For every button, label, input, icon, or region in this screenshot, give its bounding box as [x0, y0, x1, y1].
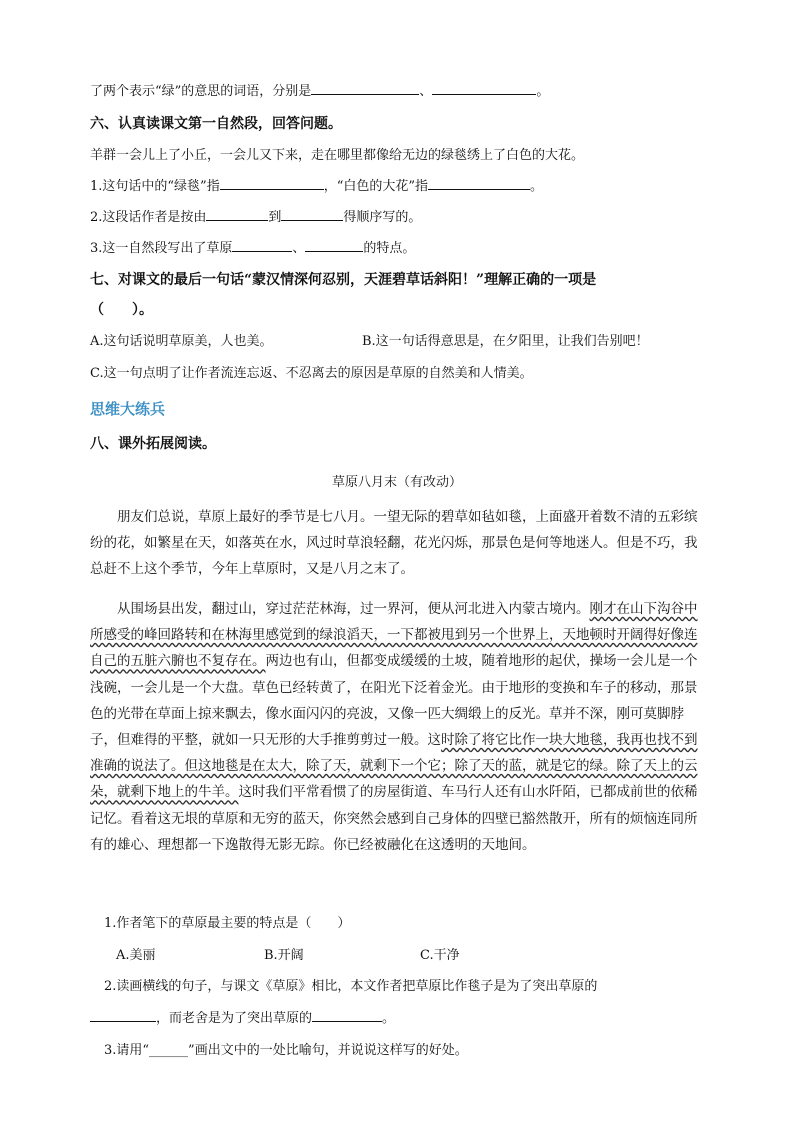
article-title: 草原八月末（有改动） [331, 475, 462, 490]
q6-heading: 六、认真读课文第一自然段，回答问题。 [90, 116, 342, 132]
q6-sub1-text2: ，“白色的大花”指 [323, 179, 428, 194]
q8-sub1-option-c: C.干净 [420, 948, 460, 963]
q5-prefix: 了两个表示“绿”的意思的词语，分别是 [90, 84, 312, 99]
q6-quote: 羊群一会儿上了小丘，一会儿又下来，走在哪里都像给无边的绿毯绣上了白色的大花。 [90, 148, 585, 163]
q7-answer-paren[interactable]: （ ）。 [90, 302, 153, 318]
q5-end: 。 [536, 84, 550, 99]
q7-option-a: A.这句话说明草原美，人也美。 [90, 334, 273, 349]
q7-option-c: C.这一句点明了让作者流连忘返、不忍离去的原因是草原的自然美和人情美。 [90, 366, 533, 381]
p2-text-b: 两边也有山，但都变成缓缓的土坡，随着地形的起伏，操场一会儿是一个浅碗，一会儿是一个大盘。草色已经转黄了，在阳光下泛着金光。由于地形的变换和车子的移动，那景色的光带在草面上掠来飘去，像水面闪闪的亮波，又像一匹大绸缎上的反光。草并不深，刚可莫脚脖子，但难得的平整，就如一只无形的大手推剪剪过一般。这 [90, 653, 698, 749]
section-title: 思维大练兵 [90, 400, 166, 418]
q6-sub1 [90, 177, 543, 197]
q8-sub1-option-a: A.美丽 [116, 948, 156, 963]
q6-sub3-text3: 的特点。 [363, 241, 416, 256]
q6-sub2 [90, 208, 421, 228]
article-paragraph-1: 朋友们总说，草原上最好的季节是七八月。一望无际的碧草如毡如毯，上面盛开着数不清的五彩缤纷的花，如繁星在天，如落英在水，风过时草浪轻翻，花光闪烁，那景色是何等地迷人。但是不巧，我总赶不上这个季节，今年上草原时，又是八月之末了。 [90, 509, 698, 578]
q6-sub3 [90, 239, 415, 259]
p2-text-a: 从围场县出发，翻过山，穿过茫茫林海，过一界河，便从河北进入内蒙古境内。 [117, 601, 590, 617]
q8-sub2-line1: 2.读画横线的句子，与课文《草原》相比，本文作者把草原比作毯子是为了突出草原的 [104, 979, 598, 994]
q7-heading: 七、对课文的最后一句话“蒙汉情深何忍别，天涯碧草话斜阳！”理解正确的一项是 [90, 272, 597, 288]
q6-sub2-text: 2.这段话作者是按由 [90, 210, 207, 225]
q5-sep: 、 [419, 84, 433, 99]
answer-blank[interactable] [312, 1009, 382, 1022]
answer-blank[interactable] [428, 177, 530, 190]
q8-sub2-line2 [90, 1009, 395, 1029]
underlined-sentence-1: 刚才在山下沟谷中所感受的峰回路转和在林海里感觉到的绿浪滔天，一下都被甩到另一个世界上，天地顿时开阔得好像连自己的五脏六腑也不复存在。 [90, 601, 698, 670]
answer-blank[interactable] [220, 177, 324, 190]
answer-blank[interactable] [232, 239, 292, 252]
underlined-sentence-2: 时除了将它比作一块大地毯，我再也找不到准确的说法了。但这地毯是在太大，除了天，就剩下一个它；除了天的蓝，就是它的绿。除了天上的云朵，就剩下地上的牛羊。 [90, 732, 698, 801]
q6-sub2-text3: 得顺序写的。 [343, 210, 422, 225]
q6-sub3-text2: 、 [292, 241, 306, 256]
answer-blank[interactable] [206, 208, 268, 221]
q8-heading: 八、课外拓展阅读。 [90, 436, 216, 452]
q8-sub3: 3.请用“______”画出文中的一处比喻句，并说说这样写的好处。 [104, 1043, 468, 1058]
q6-sub2-text2: 到 [268, 210, 282, 225]
q8-sub2-end: 。 [382, 1011, 396, 1026]
q6-sub1-end: 。 [530, 179, 544, 194]
q8-sub2-mid: ，而老舍是为了突出草原的 [156, 1011, 313, 1026]
p2-text-c: 这时我们平常看惯了的房屋街道、车马行人还有山水阡陌，已都成前世的依稀记忆。看着这无垠的草原和无穷的蓝天，你突然会感到自己身体的四壁已豁然散开，所有的烦恼连同所有的雄心、理想都一下逸散得无影无踪。你已经被融化在这透明的天地间。 [90, 784, 698, 853]
article-paragraph-2 [90, 596, 710, 858]
answer-blank[interactable] [305, 239, 363, 252]
q6-sub3-text: 3.这一自然段写出了草原 [90, 241, 233, 256]
q7-option-b: B.这一句话得意思是，在夕阳里，让我们告别吧！ [362, 334, 649, 349]
q8-sub1: 1.作者笔下的草原最主要的特点是（ ） [104, 916, 351, 931]
q5-answer-line [90, 82, 549, 102]
q6-sub1-text: 1.这句话中的“绿毯”指 [90, 179, 220, 194]
answer-blank[interactable] [281, 208, 343, 221]
answer-blank[interactable] [432, 82, 536, 95]
q8-sub1-option-b: B.开阔 [264, 948, 304, 963]
answer-blank[interactable] [311, 82, 419, 95]
answer-blank[interactable] [90, 1009, 156, 1022]
